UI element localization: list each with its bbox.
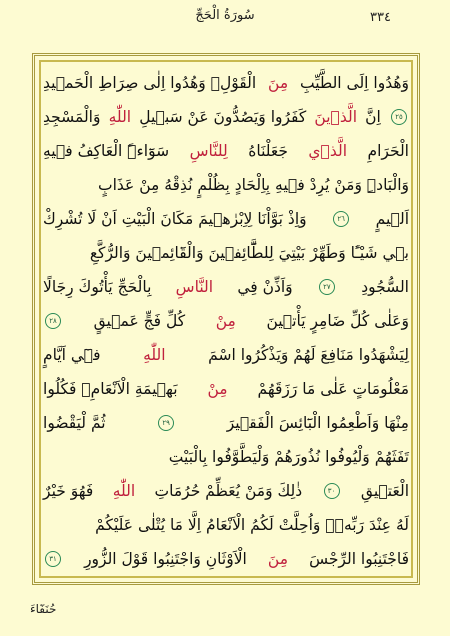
text-segment: وَاِذْ بَوَّاْنَا لِاِبْرٰه۪يمَ مَكَانَ الْبَيْتِ اَنْ لَا تُشْرِكْ <box>43 210 307 228</box>
text-segment: فَهُوَ خَيْرٌ <box>43 482 94 500</box>
text-segment: لَهُ عِنْدَ رَبِّه۪ۜ وَاُحِلَّتْ لَكُمُ الْاَنْعَامُ اِلَّا مَا يُتْلٰى عَلَيْكُمْ <box>95 516 409 534</box>
text-frame <box>32 53 420 585</box>
ayah-number-marker: ٢٦ <box>333 211 349 227</box>
text-segment: جَعَلْنَاهُ <box>248 142 288 160</box>
text-segment: وَهُدُوا اِلَى الطَّيِّبِ <box>299 74 409 92</box>
text-segment: تَفَثَهُمْ وَلْيُوفُوا نُذُورَهُمْ وَلْيَطَّوَّفُوا بِالْبَيْتِ <box>168 448 409 466</box>
text-line <box>43 100 409 134</box>
ayah-number-marker: ٣١ <box>45 551 61 567</box>
text-line <box>43 508 409 542</box>
text-segment: اِنَّ <box>365 108 381 126</box>
page-number: ٣٣٤ <box>370 10 391 25</box>
text-segment: مِنْهَا وَاَطْعِمُوا الْبَٓائِسَ الْفَق۪يرَ <box>226 414 409 432</box>
text-segment: الْاَوْثَانِ وَاجْتَنِبُوا قَوْلَ الزُّورِ <box>84 550 247 568</box>
highlighted-word: الَّذ۪ينَ <box>314 108 358 126</box>
text-segment: ب۪ي شَيْـًٔا وَطَهِّرْ بَيْتِيَ لِلطَّٓائِف۪ينَ وَالْقَٓائِم۪ينَ وَالرُّكَّعِ <box>89 244 409 262</box>
text-line <box>43 372 409 406</box>
text-line <box>43 66 409 100</box>
text-segment: سَوَٓاءًۨ الْعَاكِفُ ف۪يهِ <box>43 142 170 160</box>
text-line <box>43 304 409 338</box>
ayah-number-marker: ٣٠ <box>324 483 340 499</box>
ayah-number-marker: ٢٧ <box>319 279 335 295</box>
highlighted-word: اللّٰهِ <box>143 346 166 364</box>
text-segment: السُّجُودِ <box>361 278 409 296</box>
text-line <box>43 202 409 236</box>
text-segment: فَاجْتَنِبُوا الرِّجْسَ <box>309 550 409 568</box>
highlighted-word: الَّذ۪ي <box>308 142 348 160</box>
text-line <box>43 236 409 270</box>
text-segment: وَالْمَسْجِدِ <box>43 108 101 126</box>
text-segment: كُلِّ فَجٍّ عَم۪يقٍ <box>93 312 186 330</box>
text-segment: ذٰلِكَ وَمَنْ يُعَظِّمْ حُرُمَاتِ <box>154 482 303 500</box>
text-line <box>43 270 409 304</box>
text-segment: لِيَشْهَدُوا مَنَافِعَ لَهُمْ وَيَذْكُرُوا اسْمَ <box>208 346 409 364</box>
highlighted-word: اللّٰهِ <box>108 108 132 126</box>
highlighted-word: مِنْ <box>215 312 236 330</box>
text-line <box>43 542 409 576</box>
highlighted-word: لِلنَّاسِ <box>189 142 228 160</box>
text-segment: ف۪ٓي اَيَّامٍ <box>43 346 101 364</box>
text-line <box>43 134 409 168</box>
highlighted-word: مِنْ <box>207 380 228 398</box>
ayah-number-marker: ٢٩ <box>158 415 174 431</box>
text-segment: الْحَرَامِ <box>367 142 409 160</box>
text-line <box>43 168 409 202</box>
text-segment: بِالْحَجِّ يَأْتُوكَ رِجَالًا <box>43 278 152 296</box>
text-line <box>43 474 409 508</box>
text-segment: الْقَوْلِۚ وَهُدُوا اِلٰى صِرَاطِ الْحَم۪يدِ <box>43 74 257 92</box>
text-line <box>43 440 409 474</box>
text-segment: وَالْبَادِۜ وَمَنْ يُرِدْ ف۪يهِ بِاِلْحَادٍ بِظُلْمٍ نُذِقْهُ مِنْ عَذَابٍ <box>97 176 409 194</box>
highlighted-word: اللّٰهِ <box>112 482 136 500</box>
text-line <box>43 338 409 372</box>
highlighted-word: مِنَ <box>268 74 289 92</box>
text-line <box>43 406 409 440</box>
text-segment: كَفَرُوا وَيَصُدُّونَ عَنْ سَب۪يلِ <box>139 108 307 126</box>
ayah-number-marker: ٢٨ <box>45 313 61 329</box>
text-segment: الْعَت۪يقِ <box>360 482 409 500</box>
text-segment: بَه۪يمَةِ الْاَنْعَامِۚ فَكُلُوا <box>43 380 178 398</box>
text-segment: وَاَذِّنْ فِي <box>237 278 293 296</box>
surah-name-header: سُورَةُ الْحَجِّ <box>195 8 255 23</box>
text-segment: اَل۪يمٍ <box>375 210 409 228</box>
catchword: حُنَفَٓاءَ <box>30 602 57 616</box>
highlighted-word: مِنَ <box>267 550 289 568</box>
text-segment: مَعْلُومَاتٍ عَلٰى مَا رَزَقَهُمْ <box>257 380 409 398</box>
highlighted-word: النَّاسِ <box>175 278 214 296</box>
text-segment: ثُمَّ لْيَقْضُوا <box>43 414 106 432</box>
text-segment: وَعَلٰى كُلِّ ضَامِرٍ يَأْت۪ينَ <box>266 312 409 330</box>
quran-text-block <box>43 66 409 572</box>
ayah-number-marker: ٢٥ <box>391 109 407 125</box>
